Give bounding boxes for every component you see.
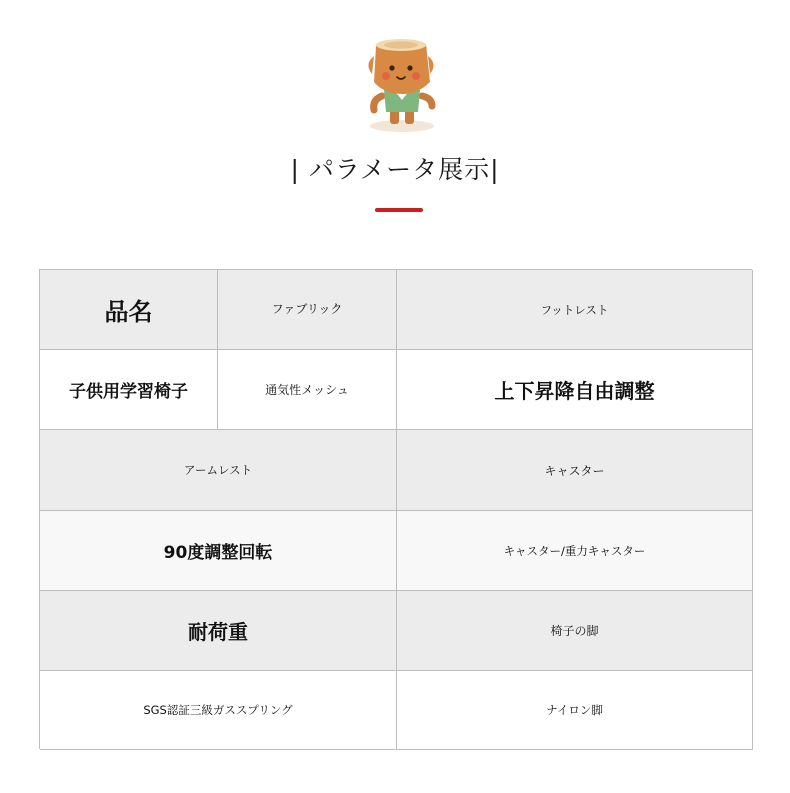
parameter-table (39, 269, 752, 749)
table-cell: SGS認証三級ガススプリング (40, 671, 397, 750)
table-cell: アームレスト (40, 430, 397, 511)
table-cell: キャスター/重力キャスター (397, 511, 753, 591)
table-cell: 品名 (40, 270, 218, 350)
table-cell: フットレスト (397, 270, 753, 350)
table-cell: 子供用学習椅子 (40, 350, 218, 430)
tree-stump-mascot-icon (360, 34, 444, 134)
section-title (0, 150, 790, 186)
table-cell: キャスター (397, 430, 753, 511)
table-cell: ファブリック (218, 270, 397, 350)
section-title-text: パラメータ展示 (308, 155, 491, 184)
table-cell: ナイロン脚 (397, 671, 753, 750)
table-cell: 通気性メッシュ (218, 350, 397, 430)
table-cell: 耐荷重 (40, 591, 397, 671)
title-bar-right: | (490, 155, 500, 184)
table-cell: 90度調整回転 (40, 511, 397, 591)
title-underline (375, 208, 423, 212)
table-cell: 椅子の脚 (397, 591, 753, 671)
table-cell: 上下昇降自由調整 (397, 350, 753, 430)
title-bar-left: | (290, 155, 300, 184)
